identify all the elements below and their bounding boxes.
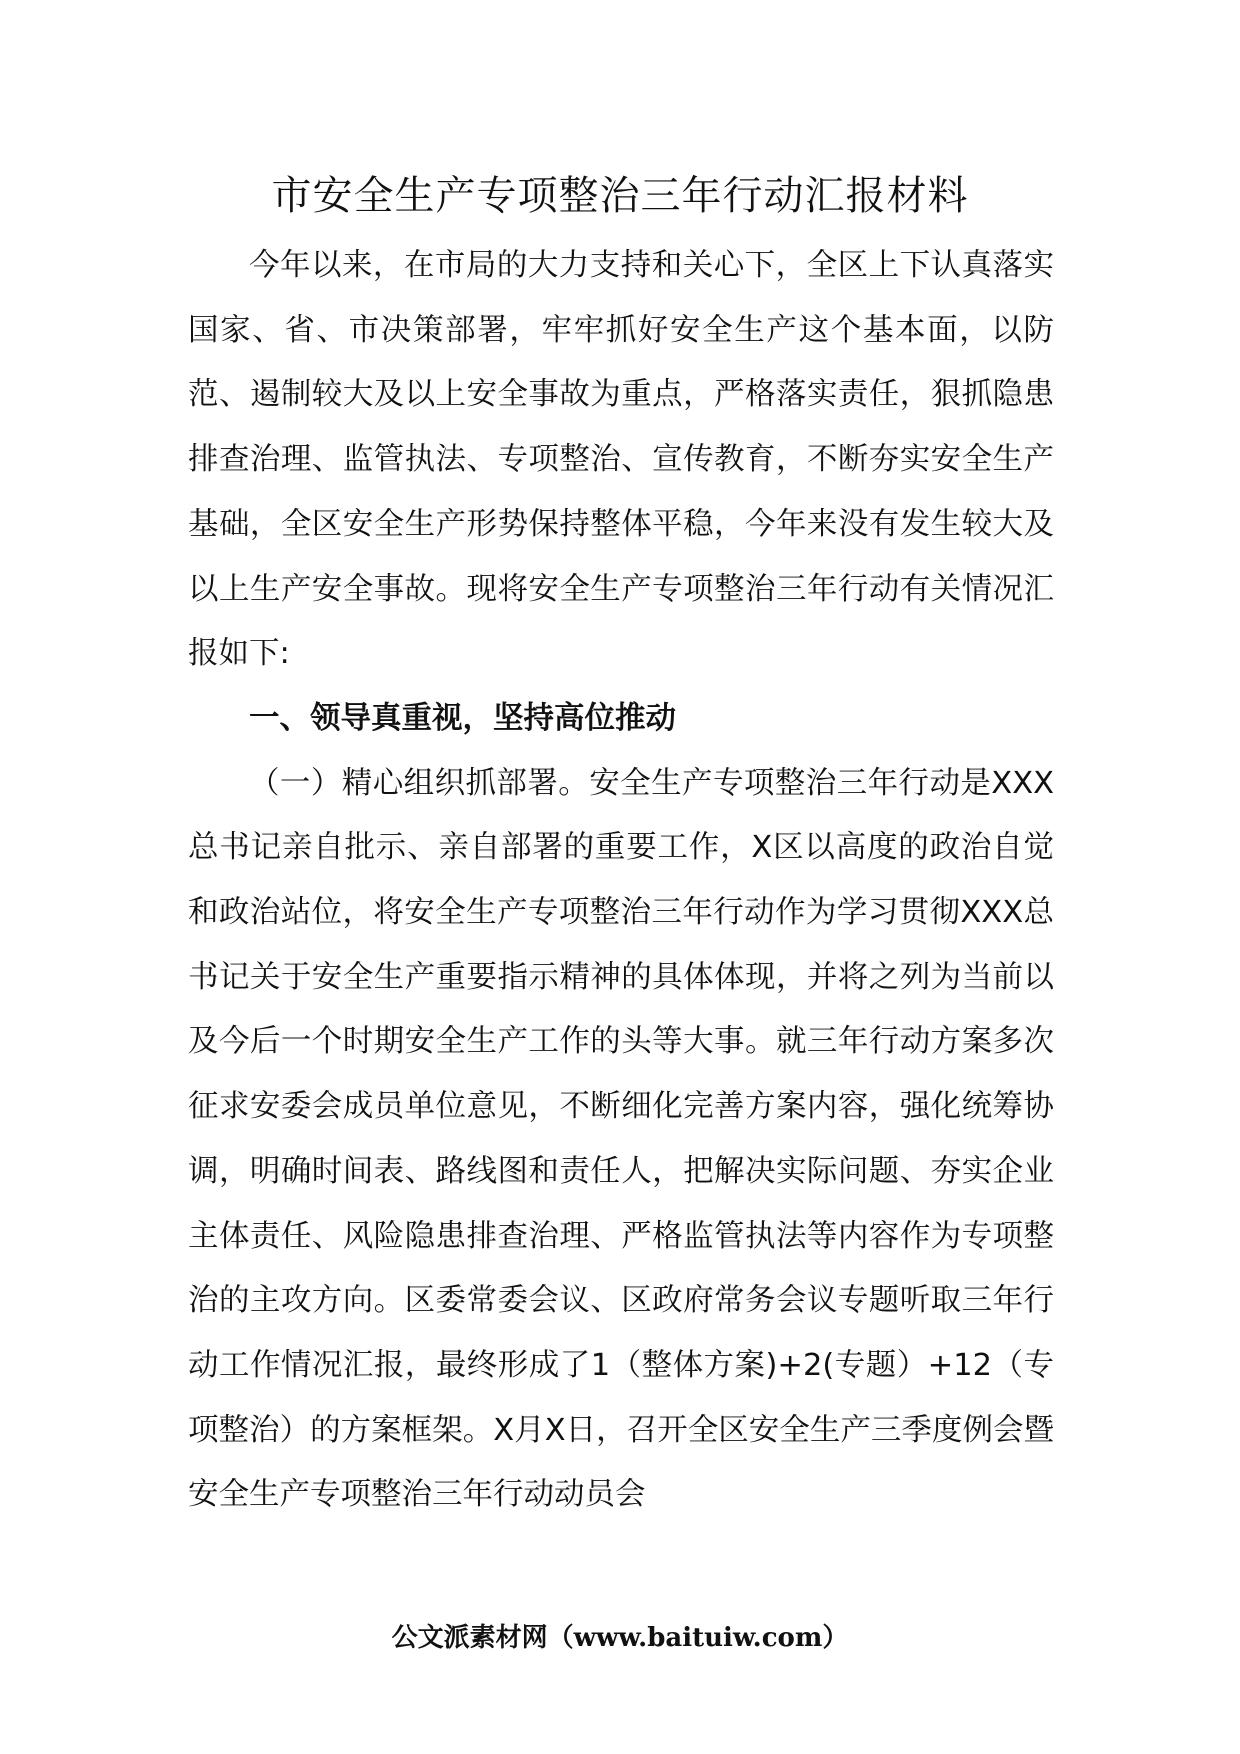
footer-watermark: 公文派素材网（www.baituiw.com） bbox=[391, 1623, 849, 1653]
document-title: 市安全生产专项整治三年行动汇报材料 bbox=[271, 173, 969, 219]
subsection-paragraph: （一）精心组织抓部署。安全生产专项整治三年行动是XXX总书记亲自批示、亲自部署的重要工作，X区以高度的政治自觉和政治站位，将安全生产专项整治三年行动作为学习贯彻XXX总书记关于安全生产重要指示精神的具体体现，并将之列为当前以及今后一个时期安全生产工作的头等大事。就三年行动方案多次征求安委会成员单位意见，不断细化完善方案内容，强化统筹协调，明确时间表、路线图和责任人，把解决实际问题、夯实企业主体责任、风险隐患排查治理、严格监管执法等内容作为专项整治的主攻方向。区委常委会议、区政府常务会议专题听取三年行动工作情况汇报，最终形成了1（整体方案)+2(专题）+12（专项整治）的方案框架。X月X日，召开全区安全生产三季度例会暨安全生产专项整治三年行动动员会 bbox=[188, 765, 1054, 1513]
document-body bbox=[188, 234, 1054, 1528]
intro-paragraph: 今年以来，在市局的大力支持和关心下，全区上下认真落实国家、省、市决策部署，牢牢抓好安全生产这个基本面，以防范、遏制较大及以上安全事故为重点，严格落实责任，狠抓隐患排查治理、监管执法、专项整治、宣传教育，不断夯实安全生产基础，全区安全生产形势保持整体平稳，今年来没有发生较大及以上生产安全事故。现将安全生产专项整治三年行动有关情况汇报如下: bbox=[188, 248, 1054, 672]
section-heading: 一、领导真重视，坚持高位推动 bbox=[249, 700, 676, 736]
